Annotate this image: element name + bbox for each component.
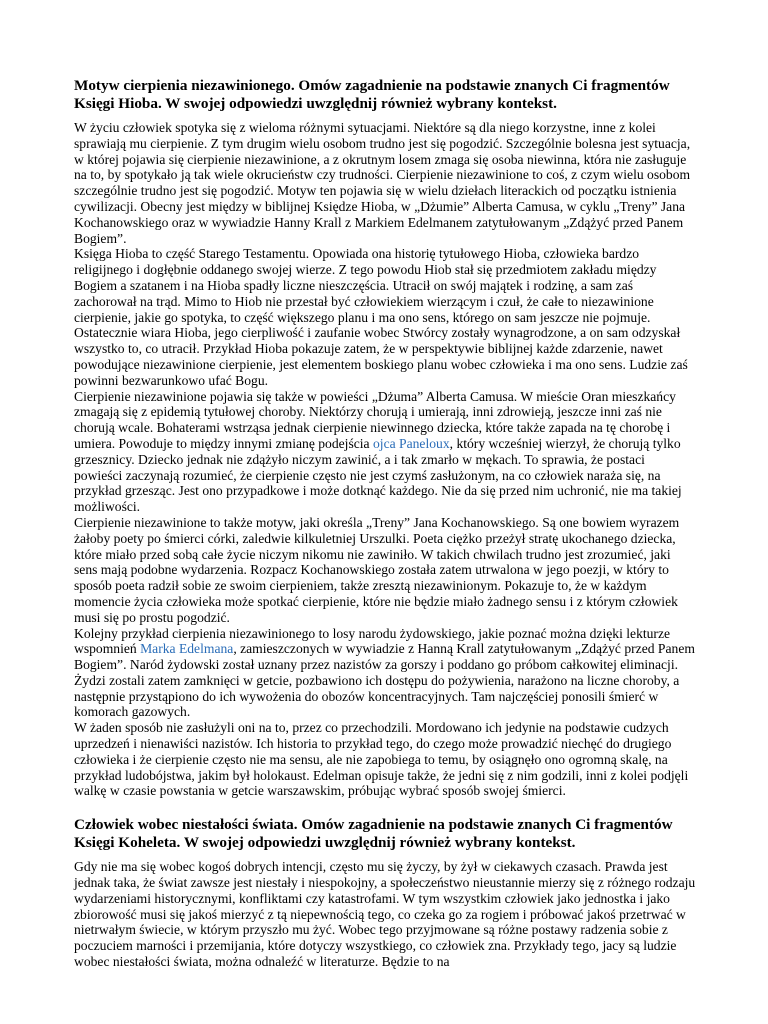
link-ojca-paneloux[interactable]: ojca Paneloux: [373, 435, 450, 451]
section-1-paragraph-edelman: [74, 626, 696, 721]
section-2-paragraph-intro: Gdy nie ma się wobec kogoś dobrych intencji, często mu się życzy, by żył w ciekawych czasach. Prawda jest jednak taka, że świat zawsze jest niestały i niespokojny, a społeczeństwo nieustannie mierzy się z różnego rodzaju wydarzeniami historycznymi, konfliktami czy katastrofami. W tym wszystkim człowiek jako jednostka i jako zbiorowość musi się jakoś mierzyć z tą niepewnością tego, co czeka go za rogiem i próbować jakoś przetrwać w nietrwałym świecie, w którym przyszło mu żyć. Wobec tego przyjmowane są różne postawy radzenia sobie z poczuciem marności i przemijania, które dotyczy wszystkiego, co człowiek zna. Przykłady tego, jacy są ludzie wobec niestałości świata, można odnaleźć w literaturze. Będzie to na: [74, 859, 696, 970]
section-1-heading: Motyw cierpienia niezawinionego. Omów zagadnienie na podstawie znanych Ci fragmentów Księgi Hioba. W swojej odpowiedzi uwzględnij również wybrany kontekst.: [74, 77, 670, 112]
document-page: [74, 77, 696, 970]
section-1-paragraph-treny: Cierpienie niezawinione to także motyw, jaki określa „Treny” Jana Kochanowskiego. Są one bowiem wyrazem żałoby poety po śmierci córki, zaledwie kilkuletniej Urszulki. Poeta ciężko przeżył stratę ukochanego dziecka, które miało przed sobą całe życie niczym nikomu nie zawiniło. W takich chwilach trudno jest zrozumieć, jaki sens mają podobne wydarzenia. Rozpacz Kochanowskiego została zatem utrwalona w jego poezji, w który to sposób poeta radził sobie ze swoim cierpieniem, także zresztą niezawinionym. Pokazuje to, że w każdym momencie życia człowieka może spotkać cierpienie, które nie będzie miało żadnego sensu i z którym człowiek musi się po prostu pogodzić.: [74, 514, 680, 625]
section-1-paragraph-intro: W życiu człowiek spotyka się z wieloma różnymi sytuacjami. Niektóre są dla niego korzystne, inne z kolei sprawiają mu cierpienie. Z tym drugim wielu osobom trudno jest się pogodzić. Szczególnie bolesna jest sytuacja, w której pojawia się cierpienie niezawinione, a z okrutnym losem zmaga się osoba niewinna, która nie zasługuje na to, by spotykało ją tak wiele okrucieństw czy trudności. Cierpienie niezawinione to coś, z czym wielu osobom szczególnie trudno jest się pogodzić. Motyw ten pojawia się w wielu dziełach literackich od początku istnienia cywilizacji. Obecny jest między w biblijnej Księdze Hioba, w „Dżumie” Alberta Camusa, w cyklu „Treny” Jana Kochanowskiego oraz w wywiadzie Hanny Krall z Markiem Edelmanem zatytułowanym „Zdążyć przed Panem Bogiem”.: [74, 120, 691, 246]
paragraph-text: , który wcześniej wierzył, że chorują tylko grzesznicy. Dziecko jednak nie zdążyło niczym zawinić, a i tak zmarło w mękach. To sprawia, że postaci powieści zaczynają rozumieć, że cierpienie często nie jest czymś zasłużonym, na co człowiek naraża się, na przykład grzesząc. Jest ono przypadkowe i może dotknąć każdego. Nie da się przed nim uchronić, nie ma takiej możliwości.: [74, 435, 682, 515]
paragraph-text: , zamieszczonych w wywiadzie z Hanną Krall zatytułowanym „Zdążyć przed Panem Bogiem”. Naród żydowski został uznany przez nazistów za gorszy i poddano go próbom całkowitej eliminacji. Żydzi zostali zatem zamknięci w getcie, pozbawiono ich dostępu do pożywienia, narażono na liczne choroby, a następnie przystąpiono do ich wywożenia do obozów koncentracyjnych. Tam najczęściej ponosili śmierć w komorach gazowych.: [74, 641, 695, 720]
section-1-paragraph-dzuma: [74, 389, 696, 515]
paragraph-text: Kolejny przykład cierpienia niezawinionego to losy narodu żydowskiego, jakie poznać można dzięki lekturze wspomnień: [74, 625, 671, 657]
section-2: [74, 816, 696, 970]
section-1-paragraph-hiob: Księga Hioba to część Starego Testamentu. Opowiada ona historię tytułowego Hioba, człowieka bardzo religijnego i dogłębnie oddanego swojej wierze. Z tego powodu Hiob stał się przedmiotem zakładu między Bogiem a szatanem i na Hioba spadły liczne nieszczęścia. Utracił on swój majątek i rodzinę, a sam zaś zachorował na trąd. Mimo to Hiob nie przestał być człowiekiem wierzącym i czuł, że całe to niezawinione cierpienie, jakie go spotyka, to część większego planu i ma ono sens, którego on sam jeszcze nie pojmuje. Ostatecznie wiara Hioba, jego cierpliwość i zaufanie wobec Stwórcy zostały wynagrodzone, a on sam odzyskał wszystko to, co utracił. Przykład Hioba pokazuje zatem, że w perspektywie biblijnej każde zdarzenie, nawet powodujące niezawinione cierpienie, jest elementem boskiego planu wobec człowieka i ma ono sens. Ludzie zaś powinni bezwarunkowo ufać Bogu.: [74, 246, 688, 388]
section-2-heading: Człowiek wobec niestałości świata. Omów zagadnienie na podstawie znanych Ci fragmentów Księgi Koheleta. W swojej odpowiedzi uwzględnij również wybrany kontekst.: [74, 816, 673, 852]
paragraph-text: Cierpienie niezawinione pojawia się także w powieści „Dżuma” Alberta Camusa. W mieście Oran mieszkańcy zmagają się z epidemią tytułowej choroby. Niektórzy chorują i umierają, inni zdrowieją, jeszcze inni zaś nie chorują wcale. Bohaterami wstrząsa jednak cierpienie niewinnego dziecka, które także zapada na tę chorobę i umiera. Powoduje to między innymi zmianę podejścia: [74, 388, 676, 451]
section-1-paragraph-holokaust: W żaden sposób nie zasłużyli oni na to, przez co przechodzili. Mordowano ich jedynie na podstawie cudzych uprzedzeń i nienawiści nazistów. Ich historia to przykład tego, do czego może prowadzić niechęć do drugiego człowieka i że cierpienie często nie ma sensu, ale nie zapobiega to temu, by osiągnęło ono ogromną skalę, na przykład ludobójstwa, jakim był holokaust. Edelman opisuje także, że jedni się z nim godzili, inni z kolei podjęli walkę w czasie powstania w getcie warszawskim, próbując wybrać sposób swojej śmierci.: [74, 720, 689, 799]
link-marka-edelmana[interactable]: Marka Edelmana: [140, 641, 234, 657]
